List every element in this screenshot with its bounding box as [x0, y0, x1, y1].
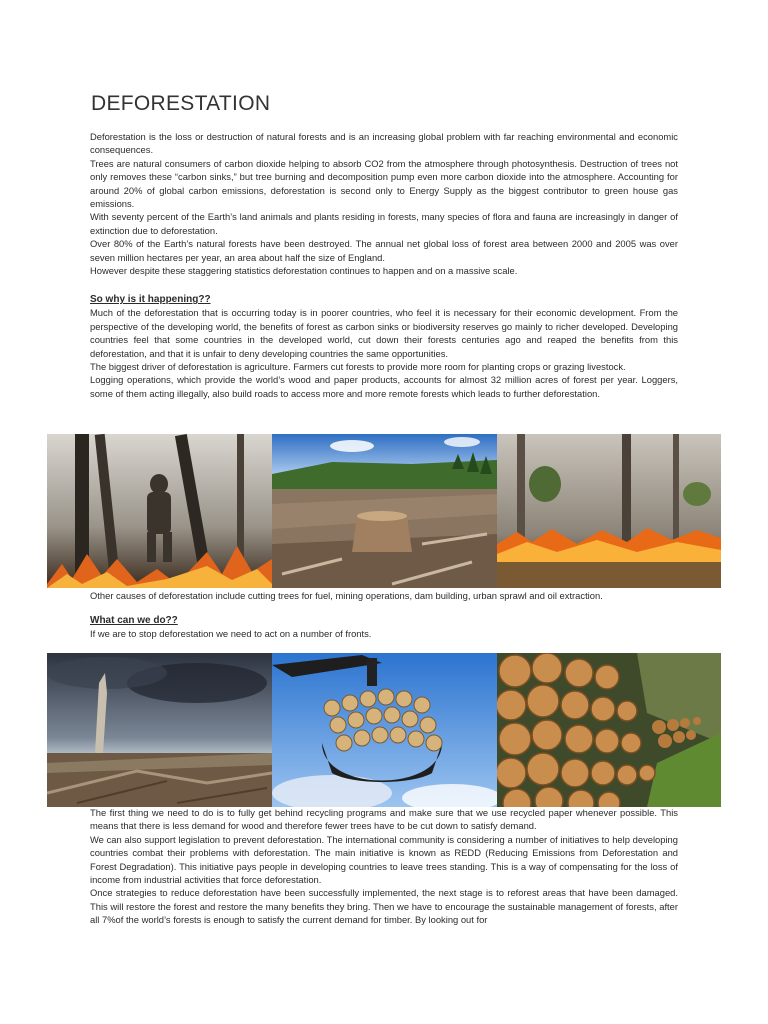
solution-paragraph: Once strategies to reduce deforestation have been successfully implemented, the next stage is to reforest areas that have been damaged. This will restore the forest and restore the many benefits they bring. Then we have to encourage the sustainable management of forests, after all 7%of the world’s forests is enough to satisfy the current demand for timber. By looking out for: [90, 887, 678, 926]
section-heading-action: What can we do??: [90, 615, 178, 626]
intro-paragraph: Trees are natural consumers of carbon dioxide helping to absorb CO2 from the atmosphere through photosynthesis. Destruction of trees not only removes these “carbon sinks,” but tree burning and decomposition pump even more carbon dioxide into the atmosphere. Accounting for around 20% of global carbon emissions, deforestation is second only to Energy Supply as the biggest contributor to green house gas emissions.: [90, 157, 678, 210]
solution-paragraph: We can also support legislation to prevent deforestation. The international community is considering a number of initiatives to help developing countries combat their problems with deforestation. The main initiative is known as REDD (Reducing Emissions from Deforestation and Forest Degradation). This initiative pays people in developing countries to leave trees standing. This is a way of compensating for the loss of income from industrial activities that force deforestation.: [90, 833, 678, 886]
photo-dead-tree-storm: [47, 653, 272, 807]
action-lead: If we are to stop deforestation we need to act on a number of fronts.: [90, 628, 372, 640]
intro-paragraph: However despite these staggering statistics deforestation continues to happen and on a massive scale.: [90, 265, 518, 277]
action-section: [90, 614, 678, 641]
why-paragraph: Logging operations, which provide the world’s wood and paper products, accounts for almost 32 million acres of forest per year. Loggers, some of them acting illegally, also build roads to access more and more remote forests which leads to further deforestation.: [90, 374, 678, 399]
photo-firefighter-forest: [47, 434, 272, 588]
why-section: [90, 293, 678, 400]
solution-paragraph: The first thing we need to do is to fully get behind recycling programs and make sure that we use recycled paper whenever possible. This means that there is less demand for wood and therefore fewer trees have to be cut down to satisfy demand.: [90, 807, 678, 832]
photo-forest-floor-fire: [497, 434, 721, 588]
photo-row-fires: [47, 434, 721, 588]
why-paragraph: Much of the deforestation that is occurring today is in poorer countries, who feel it is necessary for their economic development. From the perspective of the developing world, the benefits of forest as carbon sinks or biodiversity reserves go mainly to richer developed. Developing countries feel that some countries in the developed world, cut down their forests centuries ago and reaped the benefits from this deforestation, and that it is unfair to deny developing countries the same opportunities.: [90, 307, 678, 359]
photo-row-timber: [47, 653, 721, 807]
intro-section: [90, 130, 678, 277]
solutions-section: [90, 806, 678, 927]
intro-paragraph: With seventy percent of the Earth’s land animals and plants residing in forests, many species of flora and fauna are increasingly in danger of extinction due to deforestation.: [90, 211, 678, 236]
photo-clearcut-stump: [272, 434, 497, 588]
photo-log-pile: [497, 653, 721, 807]
intro-paragraph: Over 80% of the Earth’s natural forests have been destroyed. The annual net global loss of forest area between 2000 and 2005 was over seven million hectares per year, an area about half the size of England.: [90, 238, 678, 263]
intro-paragraph: Deforestation is the loss or destruction of natural forests and is an increasing global problem with far reaching environmental and economic consequences.: [90, 131, 678, 156]
page-title: DEFORESTATION: [91, 92, 271, 115]
section-heading-why: So why is it happening??: [90, 294, 211, 305]
why-paragraph: The biggest driver of deforestation is agriculture. Farmers cut forests to provide more room for planting crops or grazing livestock.: [90, 361, 626, 373]
other-causes-caption: Other causes of deforestation include cutting trees for fuel, mining operations, dam building, urban sprawl and oil extraction.: [90, 590, 603, 601]
photo-log-grapple: [272, 653, 497, 807]
